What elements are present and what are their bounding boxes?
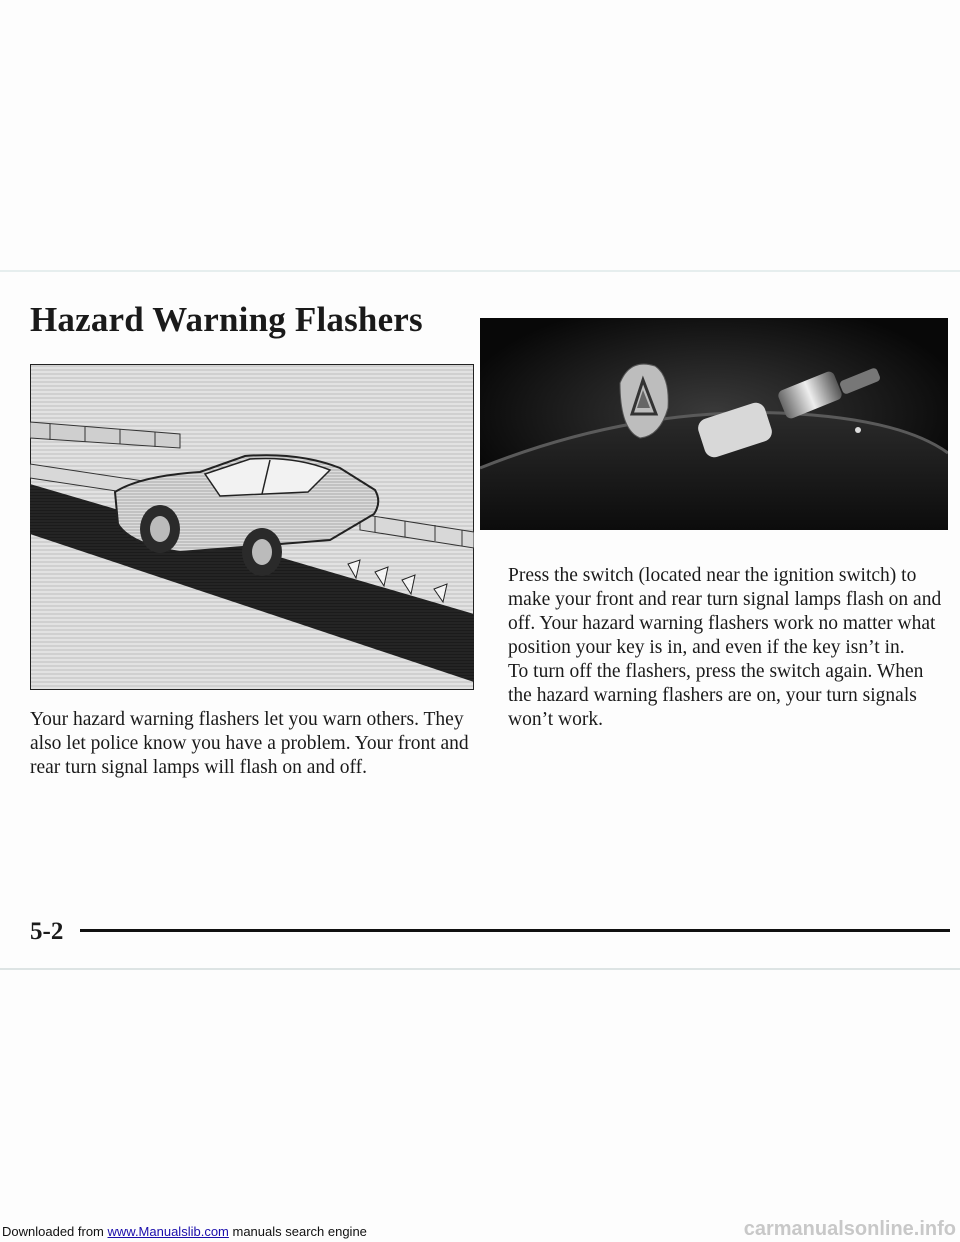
hazard-switch-photo-icon <box>480 318 948 530</box>
page-number: 5-2 <box>30 918 64 945</box>
car-illustration-icon <box>30 364 474 690</box>
download-footer <box>2 1224 367 1239</box>
top-divider <box>0 270 960 272</box>
page-rule <box>80 929 950 932</box>
footer-prefix: Downloaded from <box>2 1224 108 1239</box>
bottom-divider <box>0 968 960 970</box>
page-title: Hazard Warning Flashers <box>30 300 423 339</box>
footer-suffix: manuals search engine <box>228 1224 367 1239</box>
manualslib-link[interactable]: www.Manualslib.com <box>107 1224 229 1239</box>
turn-off-paragraph: To turn off the flashers, press the switch again. When the hazard warning flashers are on, your turn signals won’t work. <box>508 661 924 730</box>
watermark: carmanualsonline.info <box>743 1218 956 1240</box>
intro-paragraph: Your hazard warning flashers let you warn others. They also let police know you have a problem. Your front and rear turn signal lamps will flash on and off. <box>30 709 469 778</box>
switch-paragraph: Press the switch (located near the ignition switch) to make your front and rear turn signal lamps flash on and off. Your hazard warning flashers work no matter what position your key is in, and even if the key isn’t in. <box>508 565 942 658</box>
